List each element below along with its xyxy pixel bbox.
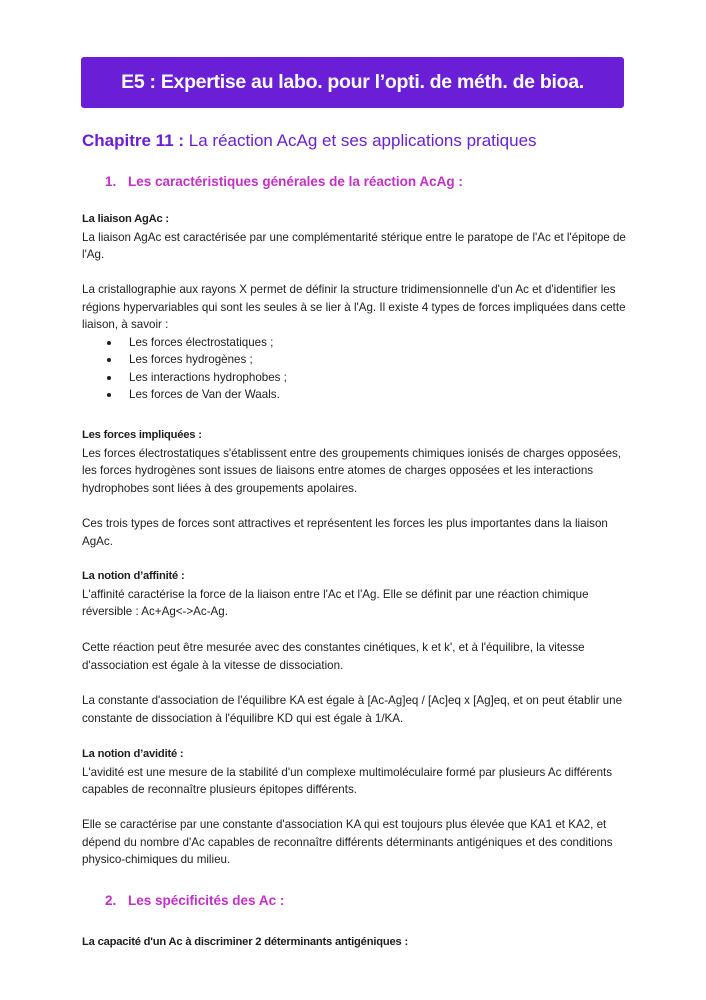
forces-paragraph-2: Ces trois types de forces sont attractives et représentent les forces les plus importantes dans la liaison AgAc. — [82, 517, 608, 548]
avidite-paragraph-2: Elle se caractérise par une constante d'association KA qui est toujours plus élevée que KA1 et KA2, et dépend du nombre d'Ac capables de reconnaître différents déterminants antigéniques et des conditions physico-chimiques du milieu. — [82, 818, 613, 866]
liaison-paragraph-1: La liaison AgAc est caractérisée par une complémentarité stérique entre le paratope de l'Ac et l'épitope de l'Ag. — [82, 230, 626, 261]
cristallographie-block — [82, 281, 627, 404]
avidite-paragraph-1: L'avidité est une mesure de la stabilité d'un complexe multimoléculaire formé par plusieurs Ac différents capables de reconnaître plusieurs épitopes différents. — [82, 765, 613, 796]
avidite-block-2 — [82, 816, 627, 869]
forces-list — [82, 334, 627, 404]
bullet-icon — [107, 393, 111, 397]
list-item: Les forces hydrogènes ; — [82, 351, 627, 369]
section-2-title: Les spécificités des Ac : — [128, 893, 285, 908]
bullet-icon — [107, 376, 111, 380]
avidite-block — [82, 746, 627, 799]
list-item: Les forces de Van der Waals. — [82, 386, 627, 404]
liaison-block — [82, 211, 627, 264]
chapter-label: Chapitre 11 : — [82, 131, 185, 150]
bullet-icon — [107, 341, 111, 345]
discrimination-heading: La capacité d'un Ac à discriminer 2 déterminants antigéniques : — [82, 936, 408, 948]
section-1-number: 1. — [105, 174, 117, 189]
affinite-heading: La notion d’affinité : — [82, 570, 185, 582]
section-2-heading — [105, 893, 284, 908]
list-item: Les forces électrostatiques ; — [82, 334, 627, 352]
affinite-block-3 — [82, 692, 627, 727]
affinite-block-2 — [82, 639, 627, 674]
list-item: Les interactions hydrophobes ; — [82, 369, 627, 387]
affinite-paragraph-1: L'affinité caractérise la force de la liaison entre l'Ac et l'Ag. Elle se définit par une réaction chimique réversible : Ac+Ag<->Ac-Ag. — [82, 587, 589, 618]
section-2-number: 2. — [105, 893, 117, 908]
affinite-block — [82, 568, 627, 621]
chapter-heading — [82, 131, 537, 151]
banner-title: E5 : Expertise au labo. pour l’opti. de méth. de bioa. — [121, 71, 584, 93]
section-1-title: Les caractéristiques générales de la réaction AcAg : — [128, 174, 463, 189]
affinite-paragraph-2: Cette réaction peut être mesurée avec des constantes cinétiques, k et k', et à l'équilibre, la vitesse d'association est égale à la vitesse de dissociation. — [82, 641, 585, 672]
forces-block-2 — [82, 515, 627, 550]
forces-paragraph-1: Les forces électrostatiques s'établissent entre des groupements chimiques ionisés de charges opposées, les forces hydrogènes sont issues de liaisons entre atomes de charges opposées et les interactions hydrophobes sont liées à des groupements apolaires. — [82, 446, 622, 495]
section-1-heading — [105, 174, 463, 189]
title-banner — [81, 57, 624, 108]
liaison-heading: La liaison AgAc : — [82, 213, 169, 225]
specificite-block — [82, 934, 627, 952]
avidite-heading: La notion d’avidité : — [82, 748, 184, 760]
chapter-title: La réaction AcAg et ses applications pratiques — [184, 131, 537, 150]
forces-block — [82, 427, 627, 497]
bullet-icon — [107, 358, 111, 362]
liaison-paragraph-2: La cristallographie aux rayons X permet de définir la structure tridimensionnelle d'un Ac et d'identifier les régions hypervariables qui sont les seules à se lier à l'Ag. Il existe 4 types de forces impliquées dans cette liaison, à savoir : — [82, 283, 626, 331]
affinite-paragraph-3: La constante d'association de l'équilibre KA est égale à [Ac-Ag]eq / [Ac]eq x [Ag]eq, et on peut établir une constante de dissociation à l'équilibre KD qui est égale à 1/KA. — [82, 694, 623, 725]
forces-heading: Les forces impliquées : — [82, 429, 202, 441]
